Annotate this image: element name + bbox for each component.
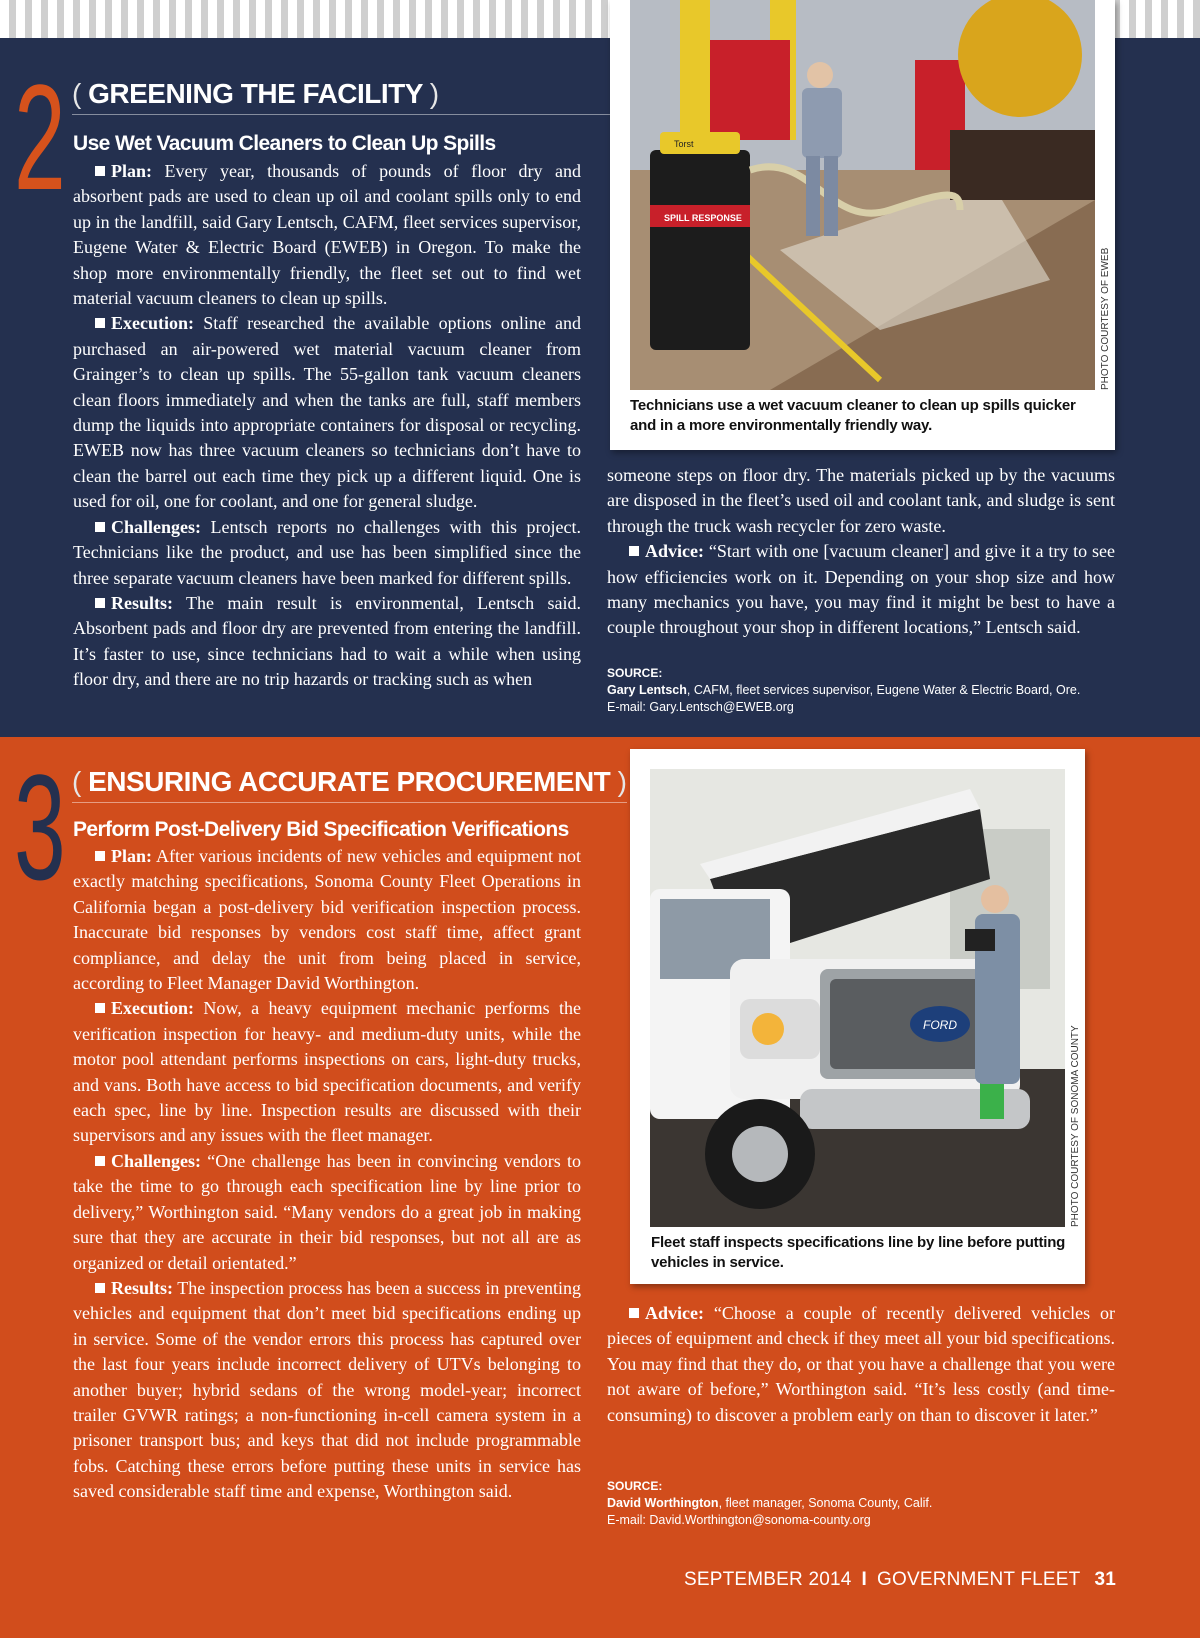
source-line	[607, 1495, 932, 1512]
plan-paragraph: Plan: Every year, thousands of pounds of floor dry and absorbent pads are used to clean up oil and coolant spills only to end up in the landfill, said Gary Lentsch, CAFM, fleet services supervisor, Eugene Water & Electric Board (EWEB) in Oregon. To make the shop more environmentally friendly, the fleet set out to find wet material vacuum cleaners to clean up spills.	[73, 161, 582, 309]
page-number: 31	[1094, 1569, 1116, 1590]
source-name: Gary Lentsch	[607, 683, 687, 697]
section-2-source	[607, 665, 1080, 716]
drum-label: SPILL RESPONSE	[664, 213, 742, 223]
bullet-square-icon	[629, 546, 639, 556]
bullet-square-icon	[95, 598, 105, 608]
execution-paragraph: Execution: Now, a heavy equipment mechanic performs the verification inspection for heavy- and medium-duty units, while the motor pool attendant performs inspections on cars, light-duty trucks, and vans. Both have access to bid specification documents, and verify each spec, line by line. Inspection results are discussed with their supervisors and any issues with the fleet manager.	[73, 998, 581, 1146]
challenges-paragraph: Challenges: Lentsch reports no challenges with this project. Technicians like the product, and use has been simplified since the three separate vacuum cleaners have been marked for different spills.	[73, 516, 581, 588]
footer-separator: I	[861, 1569, 868, 1590]
results-paragraph: Results: The main result is environmental, Lentsch said. Absorbent pads and floor dry are prevented from entering the landfill. It’s faster to use, since technicians had to wait a while when using floor dry, and there are no trip hazards or tracking such as when	[73, 592, 581, 690]
section-2-heading	[72, 78, 612, 115]
photo-card-vacuum	[610, 0, 1115, 450]
section-2-heading-text: GREENING THE FACILITY	[88, 78, 423, 109]
photo-caption-vacuum: Technicians use a wet vacuum cleaner to clean up spills quicker and in a more environmentally friendly way.	[630, 397, 1076, 434]
bullet-square-icon	[95, 1003, 105, 1013]
grille-badge-text: FORD	[923, 1018, 957, 1032]
source-title: , CAFM, fleet services supervisor, Eugene Water & Electric Board, Ore.	[686, 683, 1081, 697]
section-2-right-column	[607, 463, 1115, 641]
bracket-open: (	[72, 78, 81, 109]
photo-credit-sonoma: PHOTO COURTESY OF SONOMA COUNTY	[1070, 1025, 1081, 1227]
source-email: E-mail: Gary.Lentsch@EWEB.org	[607, 700, 794, 714]
photo-card-truck	[630, 749, 1085, 1284]
bullet-square-icon	[95, 522, 105, 532]
drum-brand-label: Torst	[674, 139, 694, 149]
page-footer	[684, 1569, 1116, 1591]
bullet-square-icon	[95, 1283, 105, 1293]
source-title: , fleet manager, Sonoma County, Calif.	[718, 1496, 933, 1510]
advice-paragraph: Advice: “Start with one [vacuum cleaner] and give it a try to see how efficiencies work on it. Depending on your shop size and how many mechanics you have, you may find it might be best to have a couple throughout your shop in different locations,” Lentsch said.	[607, 541, 1115, 638]
photo-vacuum-illustration	[630, 0, 1095, 390]
section-3-source	[607, 1478, 932, 1529]
advice-paragraph: Advice: “Choose a couple of recently delivered vehicles or pieces of equipment and check if they meet all your bid specifications. You may find that they do, or that you have a challenge that you were not aware of before,” Worthington said. “It’s less costly (and time-consuming) to discover a problem early on than to discover it later.”	[607, 1303, 1116, 1425]
section-2-subheading: Use Wet Vacuum Cleaners to Clean Up Spills	[73, 132, 496, 155]
source-name: David Worthington	[607, 1496, 719, 1510]
bracket-close: )	[429, 78, 439, 109]
bracket-open: (	[72, 766, 81, 797]
results-continued-paragraph: someone steps on floor dry. The materials picked up by the vacuums are disposed in the fleet’s used oil and coolant tank, and sludge is sent through the truck wash recycler for zero waste.	[607, 465, 1115, 536]
bullet-square-icon	[629, 1308, 639, 1318]
footer-date: SEPTEMBER 2014	[683, 1569, 852, 1590]
section-number-3: 3	[14, 743, 66, 911]
challenges-paragraph: Challenges: “One challenge has been in convincing vendors to take the time to go through each specification line by line prior to delivery,” Worthington said. “Many vendors do a great job in making sure that they are accurate in their bid responses, but not all are as organized or detail orientated.”	[73, 1150, 581, 1273]
photo-vacuum-cleaner	[630, 0, 1095, 390]
photo-caption-truck: Fleet staff inspects specifications line by line before putting vehicles in service.	[651, 1234, 1066, 1271]
section-3-subheading: Perform Post-Delivery Bid Specification Verifications	[73, 818, 569, 841]
source-email: E-mail: David.Worthington@sonoma-county.org	[607, 1513, 871, 1527]
source-line	[607, 682, 1080, 699]
photo-truck-inspection	[650, 769, 1065, 1227]
footer-magazine: GOVERNMENT FLEET	[877, 1569, 1081, 1590]
bullet-square-icon	[95, 166, 105, 176]
results-paragraph: Results: The inspection process has been a success in preventing vehicles and equipment that don’t meet bid specifications ending up in service. Some of the vendor errors this process has captured over the last four years include incorrect delivery of UTVs belonging to another buyer; hybrid sedans of the wrong model-year; incorrect trailer GVWR ratings; a non-functioning in-cell camera system in a prisoner transport bus; and keys that did not include programmable fobs. Catching these errors before putting these units in service has saved considerable staff time and expense, Worthington said.	[73, 1277, 581, 1502]
source-label: SOURCE:	[607, 666, 663, 680]
section-3-left-column	[73, 844, 581, 1505]
photo-credit-eweb: PHOTO COURTESY OF EWEB	[1100, 247, 1111, 390]
section-3-heading	[72, 766, 627, 803]
bracket-close: )	[617, 766, 627, 797]
execution-paragraph: Execution: Staff researched the available options online and purchased an air-powered wet material vacuum cleaner from Grainger’s to clean up spills. The 55-gallon tank vacuum cleaners clean floors immediately and when the tanks are full, staff members dump the liquids into appropriate containers for disposal or recycling. EWEB now has three vacuum cleaners so technicians don’t have to clean the barrel out each time they pick up a different liquid. One is used for oil, one for coolant, and one for general sludge.	[73, 313, 582, 512]
bullet-square-icon	[95, 851, 105, 861]
bullet-square-icon	[95, 318, 105, 328]
section-number-2: 2	[14, 53, 66, 221]
photo-truck-illustration	[650, 769, 1065, 1227]
section-3-right-column	[607, 1301, 1115, 1428]
plan-paragraph: Plan: After various incidents of new vehicles and equipment not exactly matching specifications, Sonoma County Fleet Operations in California began a post-delivery bid verification inspection process. Inaccurate bid responses by vendors cost staff time, affect grant compliance, and delay the unit from being placed in service, according to Fleet Manager David Worthington.	[73, 846, 581, 994]
section-3-heading-text: ENSURING ACCURATE PROCUREMENT	[88, 766, 611, 797]
source-label: SOURCE:	[607, 1479, 663, 1493]
bullet-square-icon	[95, 1156, 105, 1166]
section-2-left-column	[73, 159, 581, 693]
